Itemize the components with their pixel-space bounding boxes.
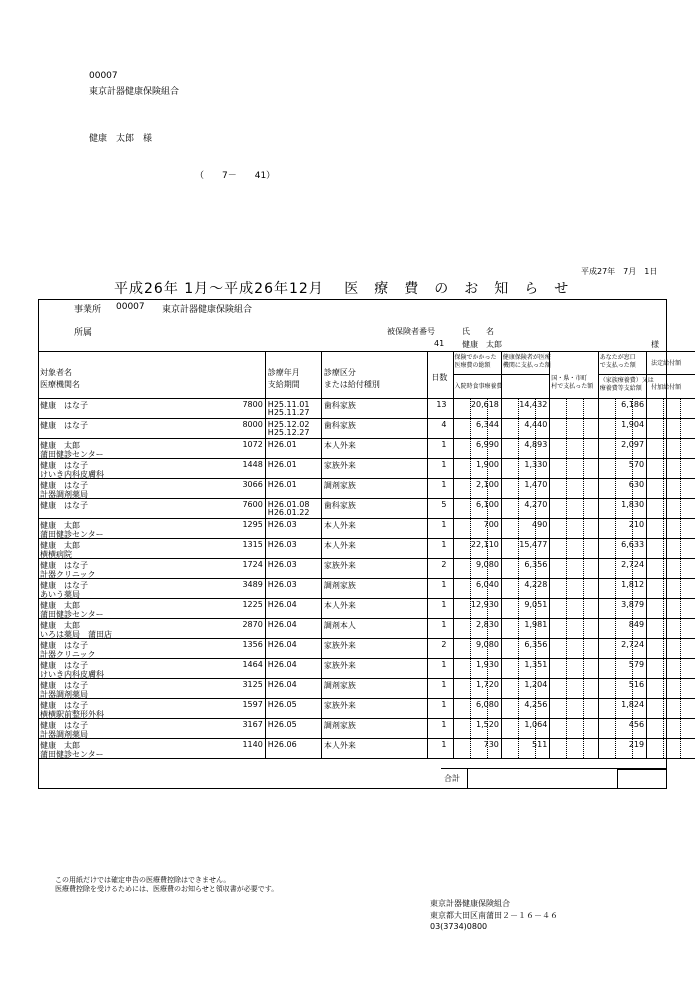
amount-insurer: 490 xyxy=(532,520,548,529)
patient-name: 健康 太郎 xyxy=(40,541,80,550)
table-row xyxy=(38,739,695,759)
header-sub-meal: 入院時食事療養費 xyxy=(454,383,503,390)
treatment-month: H26.04 xyxy=(267,640,297,649)
insured-number: 41 xyxy=(434,339,445,348)
address-code: 00007 xyxy=(89,71,118,81)
institution-name: 蒲田健診センター xyxy=(40,530,104,539)
institution-name: 計器クリニック xyxy=(40,650,96,659)
institution-name: いろは薬局 蒲田店 xyxy=(40,630,112,639)
table-row xyxy=(38,479,695,499)
treatment-month: H26.01 xyxy=(267,480,297,489)
amount-self: 6,633 xyxy=(621,540,645,549)
institution-name: 蒲田健診センター xyxy=(40,450,104,459)
treatment-month: H26.03 xyxy=(267,540,297,549)
amount-self: 2,724 xyxy=(621,640,645,649)
treatment-days: 1 xyxy=(441,700,447,709)
patient-name: 健康 太郎 xyxy=(40,521,80,530)
treatment-days: 2 xyxy=(441,560,447,569)
amount-self: 3,879 xyxy=(621,600,645,609)
treatment-category: 歯科家族 xyxy=(323,501,356,510)
patient-name: 健康 はな子 xyxy=(40,701,88,710)
office-label: 事業所 xyxy=(74,305,102,315)
recipient-name: 健康 太郎 様 xyxy=(89,134,153,144)
treatment-category: 家族外来 xyxy=(323,561,356,570)
amount-total: 1,520 xyxy=(476,720,499,729)
header-total-2: 医療費の総額 xyxy=(454,362,491,369)
amount-total: 1,720 xyxy=(476,680,499,689)
amount-self: 1,824 xyxy=(621,700,645,709)
patient-name: 健康 太郎 xyxy=(40,741,80,750)
amount-self: 219 xyxy=(628,740,645,749)
treatment-days: 1 xyxy=(441,480,447,489)
institution-code: 3125 xyxy=(242,680,263,689)
amount-total: 6,344 xyxy=(476,420,499,429)
footer-note-2: 医療費控除を受けるためには、医療費のお知らせと領収書が必要です。 xyxy=(55,885,279,893)
institution-code: 1072 xyxy=(242,440,263,449)
treatment-category: 歯科家族 xyxy=(323,421,356,430)
table-row xyxy=(38,439,695,459)
amount-self: 516 xyxy=(628,680,645,689)
amount-self: 630 xyxy=(628,480,645,489)
amount-self: 6,186 xyxy=(621,400,645,409)
patient-name: 健康 はな子 xyxy=(40,641,88,650)
amount-self: 2,724 xyxy=(621,560,645,569)
amount-insurer: 1,351 xyxy=(524,660,548,669)
treatment-category: 歯科家族 xyxy=(323,401,356,410)
treatment-category: 家族外来 xyxy=(323,701,356,710)
header-sub-support: 療養費等支給額 xyxy=(599,385,642,392)
amount-self: 849 xyxy=(628,620,645,629)
table-row xyxy=(38,659,695,679)
treatment-days: 1 xyxy=(441,740,447,749)
header-gov-2: 村で支払った額 xyxy=(551,383,594,390)
institution-code: 1356 xyxy=(242,640,263,649)
institution-code: 1140 xyxy=(242,740,263,749)
header-insurer-1: 健康保険者が医療 xyxy=(502,354,551,361)
patient-name: 健康 はな子 xyxy=(40,401,88,410)
treatment-days: 13 xyxy=(436,400,447,409)
treatment-days: 2 xyxy=(441,640,447,649)
treatment-category: 本人外来 xyxy=(323,441,356,450)
address-org: 東京計器健康保険組合 xyxy=(89,87,180,97)
medical-expense-table xyxy=(38,351,695,759)
institution-code: 8000 xyxy=(242,420,263,429)
treatment-month-end: H25.11.27 xyxy=(267,408,310,417)
treatment-days: 1 xyxy=(441,440,447,449)
amount-self: 1,830 xyxy=(621,500,645,509)
treatment-month: H26.01.08 xyxy=(267,500,310,509)
treatment-days: 1 xyxy=(441,600,447,609)
treatment-category: 調剤家族 xyxy=(323,681,356,690)
treatment-month-end: H25.12.27 xyxy=(267,428,310,437)
amount-total: 6,990 xyxy=(476,440,499,449)
patient-name: 健康 はな子 xyxy=(40,561,88,570)
amount-total: 6,040 xyxy=(476,580,499,589)
institution-code: 1448 xyxy=(242,460,263,469)
amount-total: 1,930 xyxy=(476,660,499,669)
institution-name: あいう薬局 xyxy=(40,590,80,599)
amount-self: 2,097 xyxy=(621,440,645,449)
table-row xyxy=(38,579,695,599)
institution-code: 1597 xyxy=(242,700,263,709)
treatment-month: H26.05 xyxy=(267,720,297,729)
treatment-category: 本人外来 xyxy=(323,541,356,550)
footer-note-1: この用紙だけでは確定申告の医療費控除はできません。 xyxy=(55,876,231,884)
treatment-days: 1 xyxy=(441,660,447,669)
patient-name: 健康 はな子 xyxy=(40,681,88,690)
amount-total: 9,080 xyxy=(476,560,499,569)
treatment-category: 本人外来 xyxy=(323,601,356,610)
institution-code: 1464 xyxy=(242,660,263,669)
treatment-category: 家族外来 xyxy=(323,661,356,670)
table-row xyxy=(38,699,695,719)
patient-name: 健康 太郎 xyxy=(40,441,80,450)
patient-name: 健康 太郎 xyxy=(40,621,80,630)
treatment-category: 本人外来 xyxy=(323,521,356,530)
amount-insurer: 4,256 xyxy=(524,700,548,709)
header-insurer-2: 機関に支払った額 xyxy=(502,362,551,369)
treatment-category: 本人外来 xyxy=(323,741,356,750)
treatment-month-end: H26.01.22 xyxy=(267,508,310,517)
treatment-month: H26.03 xyxy=(267,580,297,589)
patient-name: 健康 はな子 xyxy=(40,481,88,490)
amount-insurer: 4,270 xyxy=(524,500,548,509)
institution-name: 蒲田健診センター xyxy=(40,750,104,759)
header-benefit-type: または給付種別 xyxy=(323,380,380,389)
treatment-days: 4 xyxy=(441,420,447,429)
table-row xyxy=(38,719,695,739)
table-row xyxy=(38,559,695,579)
issuer-name: 東京計器健康保険組合 xyxy=(430,899,510,908)
header-total-1: 保険でかかった xyxy=(454,354,497,361)
issuer-phone: 03(3734)0800 xyxy=(430,922,488,931)
table-row xyxy=(38,399,695,419)
amount-self: 1,904 xyxy=(621,420,645,429)
table-row xyxy=(38,619,695,639)
amount-insurer: 4,893 xyxy=(524,440,548,449)
institution-code: 1225 xyxy=(242,600,263,609)
issuer-address: 東京都大田区南蒲田２－１６－４６ xyxy=(430,911,558,920)
patient-name: 健康 太郎 xyxy=(40,601,80,610)
amount-total: 700 xyxy=(483,520,499,529)
issue-date: 平成27年 7月 1日 xyxy=(581,267,658,276)
amount-total: 2,100 xyxy=(476,480,499,489)
patient-name: 健康 はな子 xyxy=(40,661,88,670)
treatment-category: 調剤本人 xyxy=(323,621,356,630)
amount-insurer: 4,440 xyxy=(524,420,548,429)
table-row xyxy=(38,459,695,479)
institution-name: 計器調剤薬局 xyxy=(40,690,88,699)
header-period: 支給期間 xyxy=(267,380,300,389)
table-row xyxy=(38,499,695,519)
treatment-month: H26.01 xyxy=(267,440,297,449)
treatment-month: H26.04 xyxy=(267,660,297,669)
treatment-days: 1 xyxy=(441,720,447,729)
amount-insurer: 4,228 xyxy=(524,580,548,589)
treatment-days: 1 xyxy=(441,620,447,629)
amount-total: 20,618 xyxy=(470,400,499,409)
amount-self: 579 xyxy=(628,660,645,669)
patient-name: 健康 はな子 xyxy=(40,461,88,470)
amount-self: 210 xyxy=(628,520,645,529)
header-self-1: あなたが窓口 xyxy=(599,354,636,361)
amount-self: 570 xyxy=(628,460,645,469)
institution-code: 1315 xyxy=(242,540,263,549)
amount-total: 1,900 xyxy=(476,460,499,469)
treatment-days: 1 xyxy=(441,520,447,529)
amount-self: 1,812 xyxy=(621,580,645,589)
header-ym: 診療年月 xyxy=(267,368,300,377)
insured-name: 健康 太郎 xyxy=(462,340,502,349)
header-legal-benefit: 法定給付額 xyxy=(651,360,682,367)
reference-number: （ 7－ 41） xyxy=(195,171,276,181)
table-row xyxy=(38,599,695,619)
treatment-days: 5 xyxy=(441,500,447,509)
amount-insurer: 15,477 xyxy=(519,540,548,549)
amount-self: 456 xyxy=(628,720,645,729)
treatment-days: 1 xyxy=(441,680,447,689)
amount-insurer: 1,330 xyxy=(524,460,548,469)
header-extra-benefit: 付加給付額 xyxy=(651,384,682,391)
amount-total: 730 xyxy=(483,740,499,749)
total-label: 合計 xyxy=(444,774,460,783)
institution-code: 2870 xyxy=(242,620,263,629)
amount-insurer: 1,064 xyxy=(524,720,548,729)
header-institution: 医療機関名 xyxy=(40,380,80,389)
amount-insurer: 1,204 xyxy=(524,680,548,689)
treatment-category: 家族外来 xyxy=(323,641,356,650)
treatment-month: H26.04 xyxy=(267,680,297,689)
institution-code: 1295 xyxy=(242,520,263,529)
institution-name: けいき内科皮膚科 xyxy=(40,470,104,479)
treatment-days: 1 xyxy=(441,580,447,589)
institution-name: 横横駅前整形外科 xyxy=(40,710,104,719)
treatment-category: 家族外来 xyxy=(323,461,356,470)
amount-total: 22,110 xyxy=(470,540,499,549)
amount-insurer: 1,470 xyxy=(524,480,548,489)
office-name: 東京計器健康保険組合 xyxy=(162,305,253,315)
treatment-month: H26.03 xyxy=(267,520,297,529)
office-code: 00007 xyxy=(116,302,145,312)
patient-name: 健康 はな子 xyxy=(40,581,88,590)
amount-total: 6,080 xyxy=(476,700,499,709)
insured-number-label: 被保険者番号 xyxy=(387,327,435,336)
treatment-month: H26.01 xyxy=(267,460,297,469)
treatment-category: 調剤家族 xyxy=(323,481,356,490)
institution-code: 3066 xyxy=(242,480,263,489)
treatment-category: 調剤家族 xyxy=(323,721,356,730)
honorific: 様 xyxy=(651,340,659,349)
institution-name: 横横病院 xyxy=(40,550,72,559)
amount-insurer: 6,356 xyxy=(524,560,548,569)
treatment-month: H26.05 xyxy=(267,700,297,709)
amount-insurer: 6,356 xyxy=(524,640,548,649)
table-row xyxy=(38,519,695,539)
patient-name: 健康 はな子 xyxy=(40,721,88,730)
amount-insurer: 1,981 xyxy=(524,620,548,629)
table-row xyxy=(38,639,695,659)
amount-insurer: 14,432 xyxy=(519,400,548,409)
header-sub-family: （家族療養費）又は xyxy=(599,377,654,384)
institution-name: けいき内科皮膚科 xyxy=(40,670,104,679)
table-row xyxy=(38,539,695,559)
institution-code: 7800 xyxy=(242,400,263,409)
amount-total: 6,100 xyxy=(476,500,499,509)
treatment-month: H26.06 xyxy=(267,740,297,749)
department-label: 所属 xyxy=(74,328,93,338)
institution-code: 1724 xyxy=(242,560,263,569)
institution-name: 計器調剤薬局 xyxy=(40,490,88,499)
treatment-month: H26.03 xyxy=(267,560,297,569)
amount-total: 12,930 xyxy=(470,600,499,609)
header-category: 診療区分 xyxy=(323,368,356,377)
institution-name: 計器クリニック xyxy=(40,570,96,579)
total-row xyxy=(441,768,667,789)
treatment-days: 1 xyxy=(441,460,447,469)
patient-name: 健康 はな子 xyxy=(40,501,88,510)
amount-total: 9,080 xyxy=(476,640,499,649)
document-title: 平成26年 1月～平成26年12月 医 療 費 の お 知 ら せ xyxy=(114,281,570,297)
treatment-month: H26.04 xyxy=(267,600,297,609)
header-patient: 対象者名 xyxy=(40,368,72,377)
header-gov-1: 国・県・市町 xyxy=(551,375,588,382)
header-self-2: で支払った額 xyxy=(599,362,636,369)
treatment-days: 1 xyxy=(441,540,447,549)
treatment-month: H26.04 xyxy=(267,620,297,629)
name-label: 氏 名 xyxy=(462,327,494,336)
institution-code: 3489 xyxy=(242,580,263,589)
header-days: 日数 xyxy=(431,373,448,382)
institution-code: 3167 xyxy=(242,720,263,729)
institution-name: 計器調剤薬局 xyxy=(40,730,88,739)
amount-total: 2,830 xyxy=(476,620,499,629)
patient-name: 健康 はな子 xyxy=(40,421,88,430)
institution-name: 蒲田健診センター xyxy=(40,610,104,619)
table-row xyxy=(38,679,695,699)
table-header xyxy=(38,352,695,399)
treatment-category: 調剤家族 xyxy=(323,581,356,590)
treatment-month: H25.11.01 xyxy=(267,400,310,409)
amount-insurer: 9,051 xyxy=(524,600,548,609)
amount-insurer: 511 xyxy=(532,740,548,749)
table-row xyxy=(38,419,695,439)
institution-code: 7600 xyxy=(242,500,263,509)
treatment-month: H25.12.02 xyxy=(267,420,310,429)
